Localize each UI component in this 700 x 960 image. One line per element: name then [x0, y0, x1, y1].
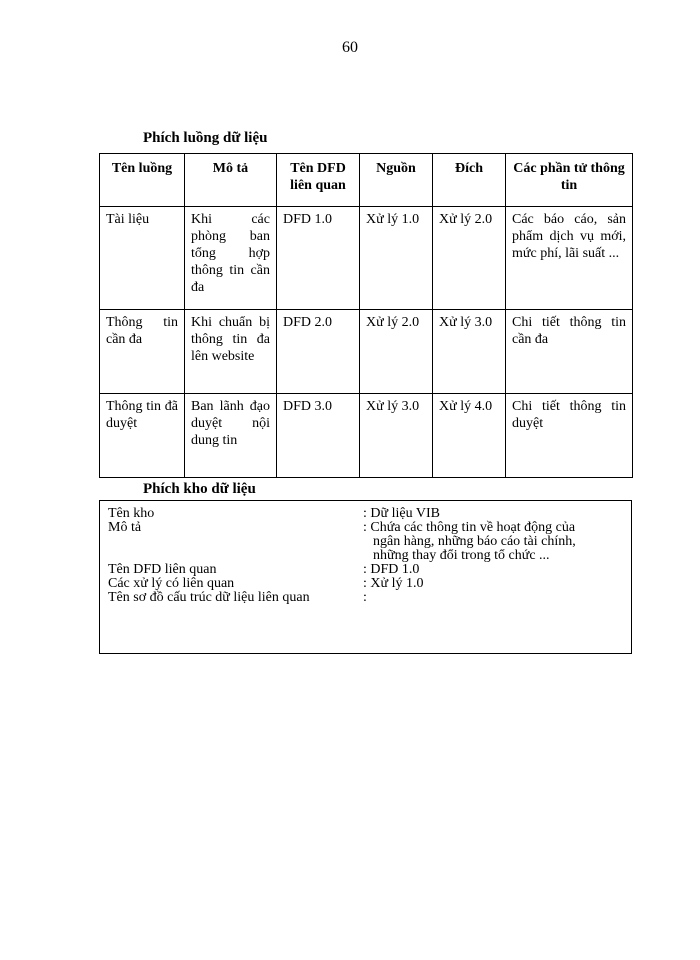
cell-info-elements: Các báo cáo, sản phẩm dịch vụ mới, mức phí, lãi suất ...	[506, 207, 633, 310]
store-field-label: Tên sơ đồ cấu trúc dữ liệu liên quan	[108, 590, 310, 605]
header-flow-name: Tên luồng	[100, 154, 185, 207]
store-field-value-block	[363, 521, 608, 563]
store-field-value-continued: ngân hàng, những báo cáo tài chính,	[373, 534, 576, 549]
cell-related-dfd: DFD 1.0	[277, 207, 360, 310]
header-description: Mô tả	[185, 154, 277, 207]
cell-destination: Xử lý 3.0	[433, 310, 506, 394]
data-flow-table	[99, 153, 633, 478]
store-field-value-continued: những thay đổi trong tổ chức ...	[373, 548, 550, 563]
cell-info-elements: Chi tiết thông tin cần đa	[506, 310, 633, 394]
header-info-elements: Các phần tử thông tin	[506, 154, 633, 207]
cell-related-dfd: DFD 3.0	[277, 394, 360, 478]
cell-source: Xử lý 2.0	[360, 310, 433, 394]
cell-description: Khi các phòng ban tổng hợp thông tin cần đa	[185, 207, 277, 310]
cell-related-dfd: DFD 2.0	[277, 310, 360, 394]
table-row	[100, 310, 633, 394]
page-number: 60	[342, 39, 358, 56]
header-related-dfd: Tên DFD liên quan	[277, 154, 360, 207]
cell-source: Xử lý 1.0	[360, 207, 433, 310]
cell-destination: Xử lý 4.0	[433, 394, 506, 478]
cell-description: Khi chuẩn bị thông tin đa lên website	[185, 310, 277, 394]
store-field-value: :	[363, 590, 367, 605]
store-field-value: : Xử lý 1.0	[363, 576, 424, 591]
data-store-box	[99, 500, 632, 654]
table-header-row	[100, 154, 633, 207]
store-field-value: : Chứa các thông tin về hoạt động của	[363, 520, 576, 535]
cell-info-elements: Chi tiết thông tin duyệt	[506, 394, 633, 478]
table-row	[100, 394, 633, 478]
header-destination: Đích	[433, 154, 506, 207]
store-field-label: Mô tả	[108, 520, 142, 535]
store-field-label: Các xử lý có liên quan	[108, 576, 235, 591]
store-field-value: : Dữ liệu VIB	[363, 506, 440, 521]
store-section-title: Phích kho dữ liệu	[143, 481, 256, 497]
store-field-label: Tên kho	[108, 506, 155, 521]
cell-destination: Xử lý 2.0	[433, 207, 506, 310]
cell-flow-name: Thông tin đã duyệt	[100, 394, 185, 478]
cell-source: Xử lý 3.0	[360, 394, 433, 478]
cell-flow-name: Thông tin cần đa	[100, 310, 185, 394]
store-field-label: Tên DFD liên quan	[108, 562, 217, 577]
header-source: Nguồn	[360, 154, 433, 207]
table-row	[100, 207, 633, 310]
store-field-value: : DFD 1.0	[363, 562, 420, 577]
cell-flow-name: Tài liệu	[100, 207, 185, 310]
flow-section-title: Phích luồng dữ liệu	[143, 130, 268, 146]
cell-description: Ban lãnh đạo duyệt nội dung tin	[185, 394, 277, 478]
